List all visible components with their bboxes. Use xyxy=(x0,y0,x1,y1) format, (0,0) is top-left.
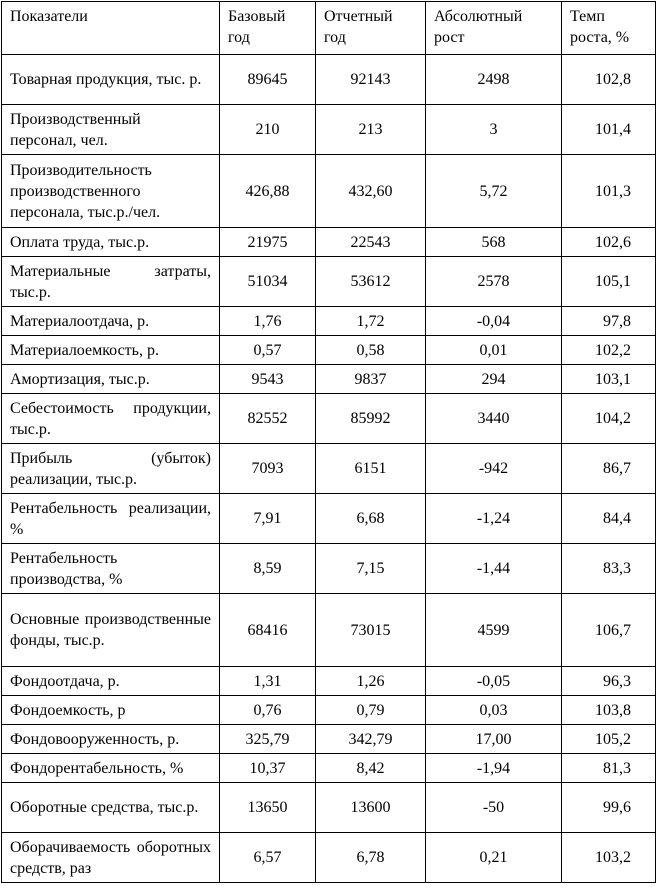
base-year-value: 0,76 xyxy=(220,696,316,725)
indicator-name: Материалоотдача, р. xyxy=(2,307,220,336)
header-base-year: Базовый год xyxy=(220,2,316,55)
report-year-value: 6151 xyxy=(316,444,426,494)
indicator-name: Оборотные средства, тыс.р. xyxy=(2,783,220,833)
growth-rate-value: 103,8 xyxy=(562,696,656,725)
header-growth-rate: Темп роста, % xyxy=(562,2,656,55)
base-year-value: 426,88 xyxy=(220,155,316,228)
growth-rate-value: 99,6 xyxy=(562,783,656,833)
absolute-growth-value: 4599 xyxy=(426,594,562,667)
report-year-value: 8,42 xyxy=(316,754,426,783)
growth-rate-value: 96,3 xyxy=(562,667,656,696)
indicator-name: Амортизация, тыс.р. xyxy=(2,365,220,394)
indicator-name: Рентабельность реализации, % xyxy=(2,494,220,544)
table-row xyxy=(2,833,656,883)
base-year-value: 1,31 xyxy=(220,667,316,696)
base-year-value: 51034 xyxy=(220,257,316,307)
header-row xyxy=(2,2,656,55)
report-year-value: 6,78 xyxy=(316,833,426,883)
indicator-name: Материалоемкость, р. xyxy=(2,336,220,365)
growth-rate-value: 97,8 xyxy=(562,307,656,336)
absolute-growth-value: 17,00 xyxy=(426,725,562,754)
report-year-value: 213 xyxy=(316,105,426,155)
indicators-table xyxy=(1,1,656,883)
table-row xyxy=(2,544,656,594)
table-row xyxy=(2,228,656,257)
indicator-name: Производственный персонал, чел. xyxy=(2,105,220,155)
absolute-growth-value: -1,24 xyxy=(426,494,562,544)
report-year-value: 73015 xyxy=(316,594,426,667)
base-year-value: 7,91 xyxy=(220,494,316,544)
base-year-value: 8,59 xyxy=(220,544,316,594)
table-row xyxy=(2,725,656,754)
base-year-value: 0,57 xyxy=(220,336,316,365)
base-year-value: 89645 xyxy=(220,55,316,105)
report-year-value: 432,60 xyxy=(316,155,426,228)
indicator-name: Фондовооруженность, р. xyxy=(2,725,220,754)
growth-rate-value: 104,2 xyxy=(562,394,656,444)
absolute-growth-value: -942 xyxy=(426,444,562,494)
table-row xyxy=(2,155,656,228)
growth-rate-value: 106,7 xyxy=(562,594,656,667)
report-year-value: 85992 xyxy=(316,394,426,444)
table-row xyxy=(2,696,656,725)
growth-rate-value: 105,1 xyxy=(562,257,656,307)
table-row xyxy=(2,667,656,696)
report-year-value: 0,58 xyxy=(316,336,426,365)
base-year-value: 21975 xyxy=(220,228,316,257)
indicator-name: Фондорентабельность, % xyxy=(2,754,220,783)
indicator-name: Основные производственные фонды, тыс.р. xyxy=(2,594,220,667)
header-absolute-growth: Абсолютный рост xyxy=(426,2,562,55)
report-year-value: 13600 xyxy=(316,783,426,833)
absolute-growth-value: -0,04 xyxy=(426,307,562,336)
absolute-growth-value: 2578 xyxy=(426,257,562,307)
absolute-growth-value: 5,72 xyxy=(426,155,562,228)
growth-rate-value: 86,7 xyxy=(562,444,656,494)
indicator-name: Себестоимость продукции, тыс.р. xyxy=(2,394,220,444)
indicator-name: Фондоотдача, р. xyxy=(2,667,220,696)
indicator-name: Рентабельность производства, % xyxy=(2,544,220,594)
growth-rate-value: 81,3 xyxy=(562,754,656,783)
report-year-value: 342,79 xyxy=(316,725,426,754)
absolute-growth-value: 0,01 xyxy=(426,336,562,365)
absolute-growth-value: 0,21 xyxy=(426,833,562,883)
absolute-growth-value: 0,03 xyxy=(426,696,562,725)
absolute-growth-value: -0,05 xyxy=(426,667,562,696)
growth-rate-value: 83,3 xyxy=(562,544,656,594)
growth-rate-value: 84,4 xyxy=(562,494,656,544)
report-year-value: 1,26 xyxy=(316,667,426,696)
report-year-value: 9837 xyxy=(316,365,426,394)
growth-rate-value: 102,6 xyxy=(562,228,656,257)
base-year-value: 6,57 xyxy=(220,833,316,883)
table-row xyxy=(2,783,656,833)
table-row xyxy=(2,594,656,667)
indicator-name: Фондоемкость, р xyxy=(2,696,220,725)
growth-rate-value: 102,2 xyxy=(562,336,656,365)
report-year-value: 0,79 xyxy=(316,696,426,725)
indicator-name: Оборачиваемость оборотных средств, раз xyxy=(2,833,220,883)
indicator-name: Материальные затраты, тыс.р. xyxy=(2,257,220,307)
report-year-value: 53612 xyxy=(316,257,426,307)
absolute-growth-value: 3 xyxy=(426,105,562,155)
absolute-growth-value: 294 xyxy=(426,365,562,394)
indicator-name: Прибыль (убыток) реализации, тыс.р. xyxy=(2,444,220,494)
base-year-value: 325,79 xyxy=(220,725,316,754)
indicator-name: Производительность производственного персонала, тыс.р./чел. xyxy=(2,155,220,228)
base-year-value: 13650 xyxy=(220,783,316,833)
table-row xyxy=(2,394,656,444)
table-row xyxy=(2,444,656,494)
report-year-value: 1,72 xyxy=(316,307,426,336)
table-row xyxy=(2,257,656,307)
growth-rate-value: 101,3 xyxy=(562,155,656,228)
growth-rate-value: 103,1 xyxy=(562,365,656,394)
base-year-value: 1,76 xyxy=(220,307,316,336)
absolute-growth-value: -1,44 xyxy=(426,544,562,594)
absolute-growth-value: -50 xyxy=(426,783,562,833)
base-year-value: 9543 xyxy=(220,365,316,394)
indicator-name: Товарная продукция, тыс. р. xyxy=(2,55,220,105)
table-row xyxy=(2,754,656,783)
base-year-value: 7093 xyxy=(220,444,316,494)
table-row xyxy=(2,55,656,105)
header-indicators: Показатели xyxy=(2,2,220,55)
table-row xyxy=(2,105,656,155)
table-row xyxy=(2,365,656,394)
absolute-growth-value: 2498 xyxy=(426,55,562,105)
report-year-value: 92143 xyxy=(316,55,426,105)
absolute-growth-value: 3440 xyxy=(426,394,562,444)
growth-rate-value: 102,8 xyxy=(562,55,656,105)
report-year-value: 7,15 xyxy=(316,544,426,594)
base-year-value: 10,37 xyxy=(220,754,316,783)
table-row xyxy=(2,307,656,336)
base-year-value: 82552 xyxy=(220,394,316,444)
report-year-value: 22543 xyxy=(316,228,426,257)
header-report-year: Отчетный год xyxy=(316,2,426,55)
table-row xyxy=(2,494,656,544)
report-year-value: 6,68 xyxy=(316,494,426,544)
table-row xyxy=(2,336,656,365)
indicator-name: Оплата труда, тыс.р. xyxy=(2,228,220,257)
growth-rate-value: 101,4 xyxy=(562,105,656,155)
growth-rate-value: 103,2 xyxy=(562,833,656,883)
base-year-value: 210 xyxy=(220,105,316,155)
absolute-growth-value: 568 xyxy=(426,228,562,257)
absolute-growth-value: -1,94 xyxy=(426,754,562,783)
base-year-value: 68416 xyxy=(220,594,316,667)
growth-rate-value: 105,2 xyxy=(562,725,656,754)
